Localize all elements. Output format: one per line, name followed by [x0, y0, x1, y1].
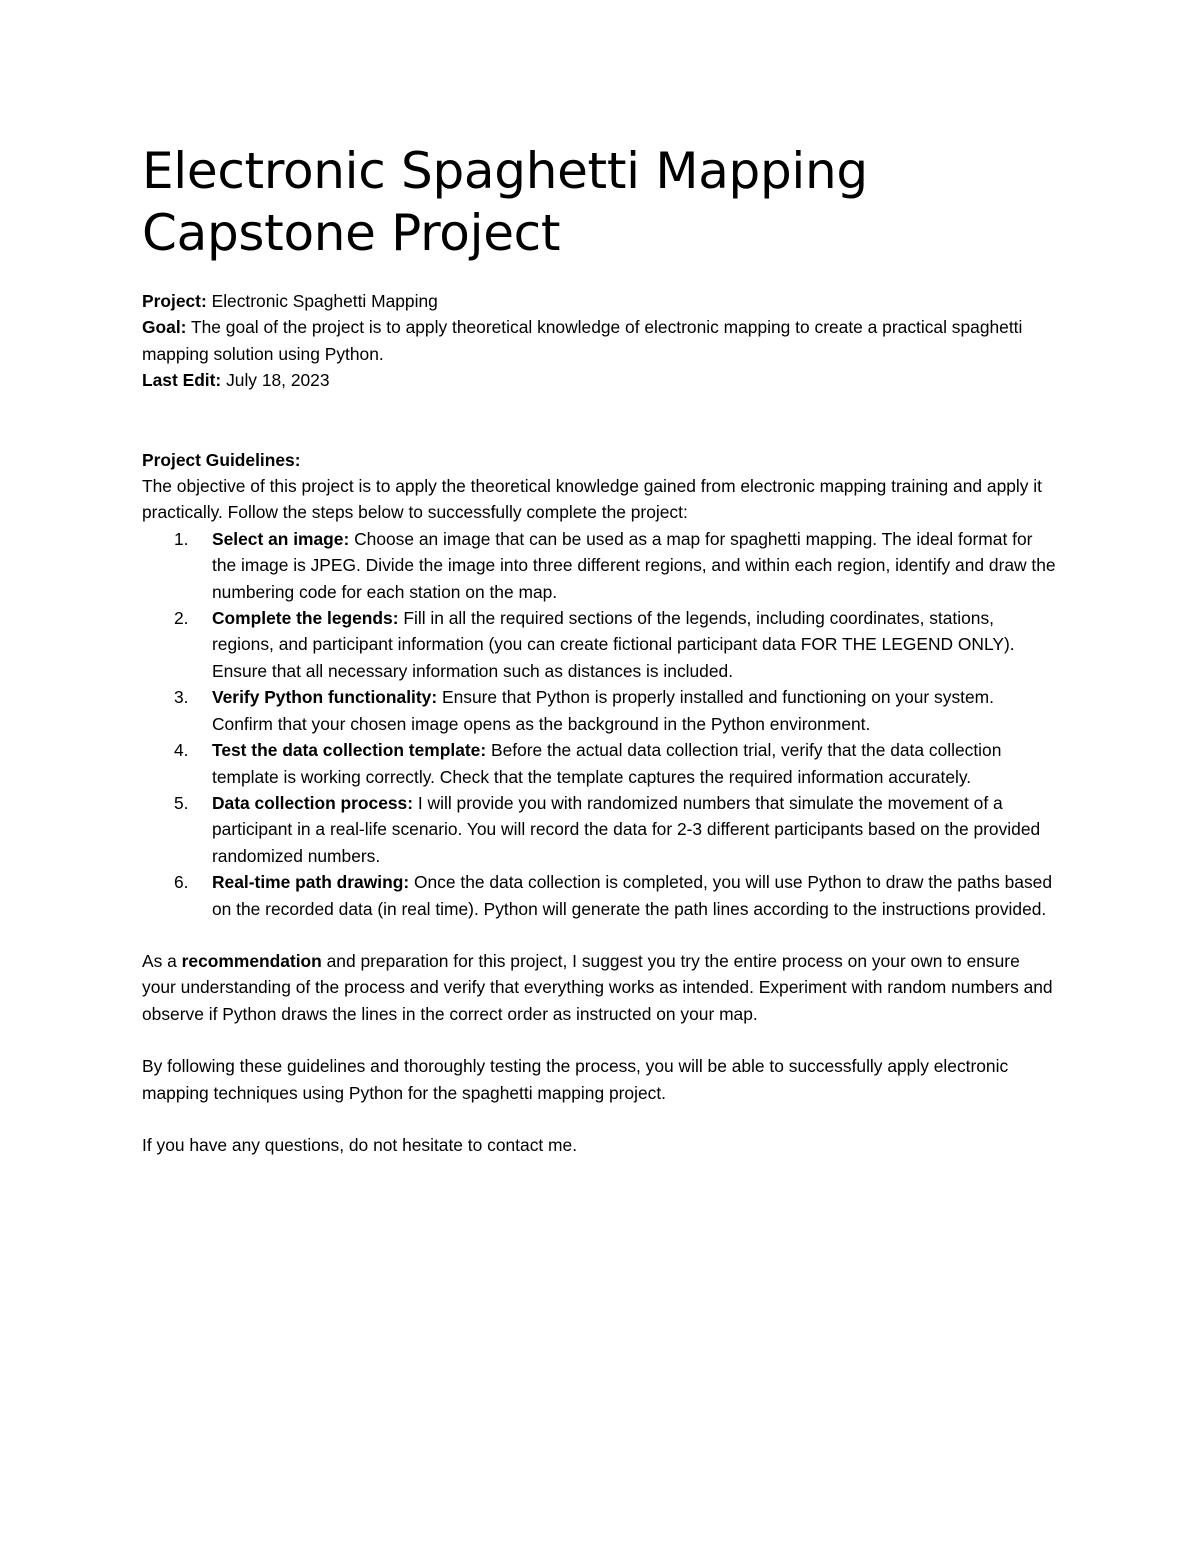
- goal-line: [142, 314, 1058, 367]
- step-label: Data collection process:: [212, 792, 414, 813]
- project-line: [142, 288, 1058, 314]
- recommendation-prefix: As a: [142, 950, 177, 971]
- contact-paragraph: If you have any questions, do not hesitate to contact me.: [142, 1134, 578, 1155]
- step-label: Real-time path drawing:: [212, 872, 410, 893]
- goal-label: Goal:: [142, 317, 187, 338]
- last-edit-label: Last Edit:: [142, 370, 222, 391]
- guidelines-heading: Project Guidelines:: [142, 449, 301, 470]
- list-item: [142, 790, 1058, 869]
- step-label: Test the data collection template:: [212, 740, 487, 761]
- step-number: 5.: [174, 792, 189, 813]
- step-number: 3.: [174, 687, 189, 708]
- step-text: I will provide you with randomized numbers that simulate the movement of a participant in a real-life scenario. You will record the data for 2-3 different participants based on the provided randomized numbers.: [212, 792, 1041, 866]
- project-value: Electronic Spaghetti Mapping: [211, 291, 438, 311]
- last-edit-value: July 18, 2023: [226, 370, 330, 391]
- step-number: 2.: [174, 608, 189, 629]
- list-item: [142, 605, 1058, 684]
- goal-value: The goal of the project is to apply theoretical knowledge of electronic mapping to create a practical spaghetti mapping solution using Python.: [142, 317, 1023, 364]
- step-text: Before the actual data collection trial, verify that the data collection template is working correctly. Check that the template captures the required information accurately.: [212, 740, 1002, 787]
- step-number: 1.: [174, 528, 189, 549]
- closing-paragraph: By following these guidelines and thoroughly testing the process, you will be able to successfully apply electronic mapping techniques using Python for the spaghetti mapping project.: [142, 1056, 1009, 1103]
- step-number: 4.: [174, 740, 189, 761]
- list-item: [142, 737, 1058, 790]
- recommendation-text: and preparation for this project, I suggest you try the entire process on your own to ensure your understanding of the process and verify that everything works as intended. Experiment with random numbers and observe if Python draws the lines in the correct order as instructed on your map.: [142, 950, 1053, 1024]
- project-meta: [142, 288, 1058, 394]
- step-text: Once the data collection is completed, you will use Python to draw the paths based on the recorded data (in real time). Python will generate the path lines according to the instructions provided.: [212, 872, 1052, 919]
- last-edit-line: [142, 367, 1058, 393]
- list-item: [142, 684, 1058, 737]
- list-item: [142, 869, 1058, 922]
- document-title: Electronic Spaghetti Mapping Capstone Project: [142, 142, 868, 262]
- recommendation-paragraph: [142, 948, 1058, 1027]
- step-label: Complete the legends:: [212, 608, 399, 629]
- recommendation-bold: recommendation: [181, 950, 322, 971]
- guidelines-steps: [142, 526, 1058, 922]
- step-number: 6.: [174, 872, 189, 893]
- list-item: [142, 526, 1058, 605]
- step-label: Verify Python functionality:: [212, 687, 438, 708]
- project-label: Project:: [142, 291, 207, 311]
- step-label: Select an image:: [212, 528, 350, 549]
- document-page: [142, 140, 1058, 1158]
- step-text: Ensure that Python is properly installed and functioning on your system. Confirm that your chosen image opens as the background in the Python environment.: [212, 687, 994, 734]
- guidelines-intro: The objective of this project is to apply the theoretical knowledge gained from electronic mapping training and apply it practically. Follow the steps below to successfully complete the project:: [142, 476, 1042, 523]
- step-text: Choose an image that can be used as a map for spaghetti mapping. The ideal format for the image is JPEG. Divide the image into three different regions, and within each region, identify and draw the numbering code for each station on the map.: [212, 528, 1056, 602]
- step-text: Fill in all the required sections of the legends, including coordinates, stations, regions, and participant information (you can create fictional participant data FOR THE LEGEND ONLY). Ensure that all necessary information such as distances is included.: [212, 608, 1015, 681]
